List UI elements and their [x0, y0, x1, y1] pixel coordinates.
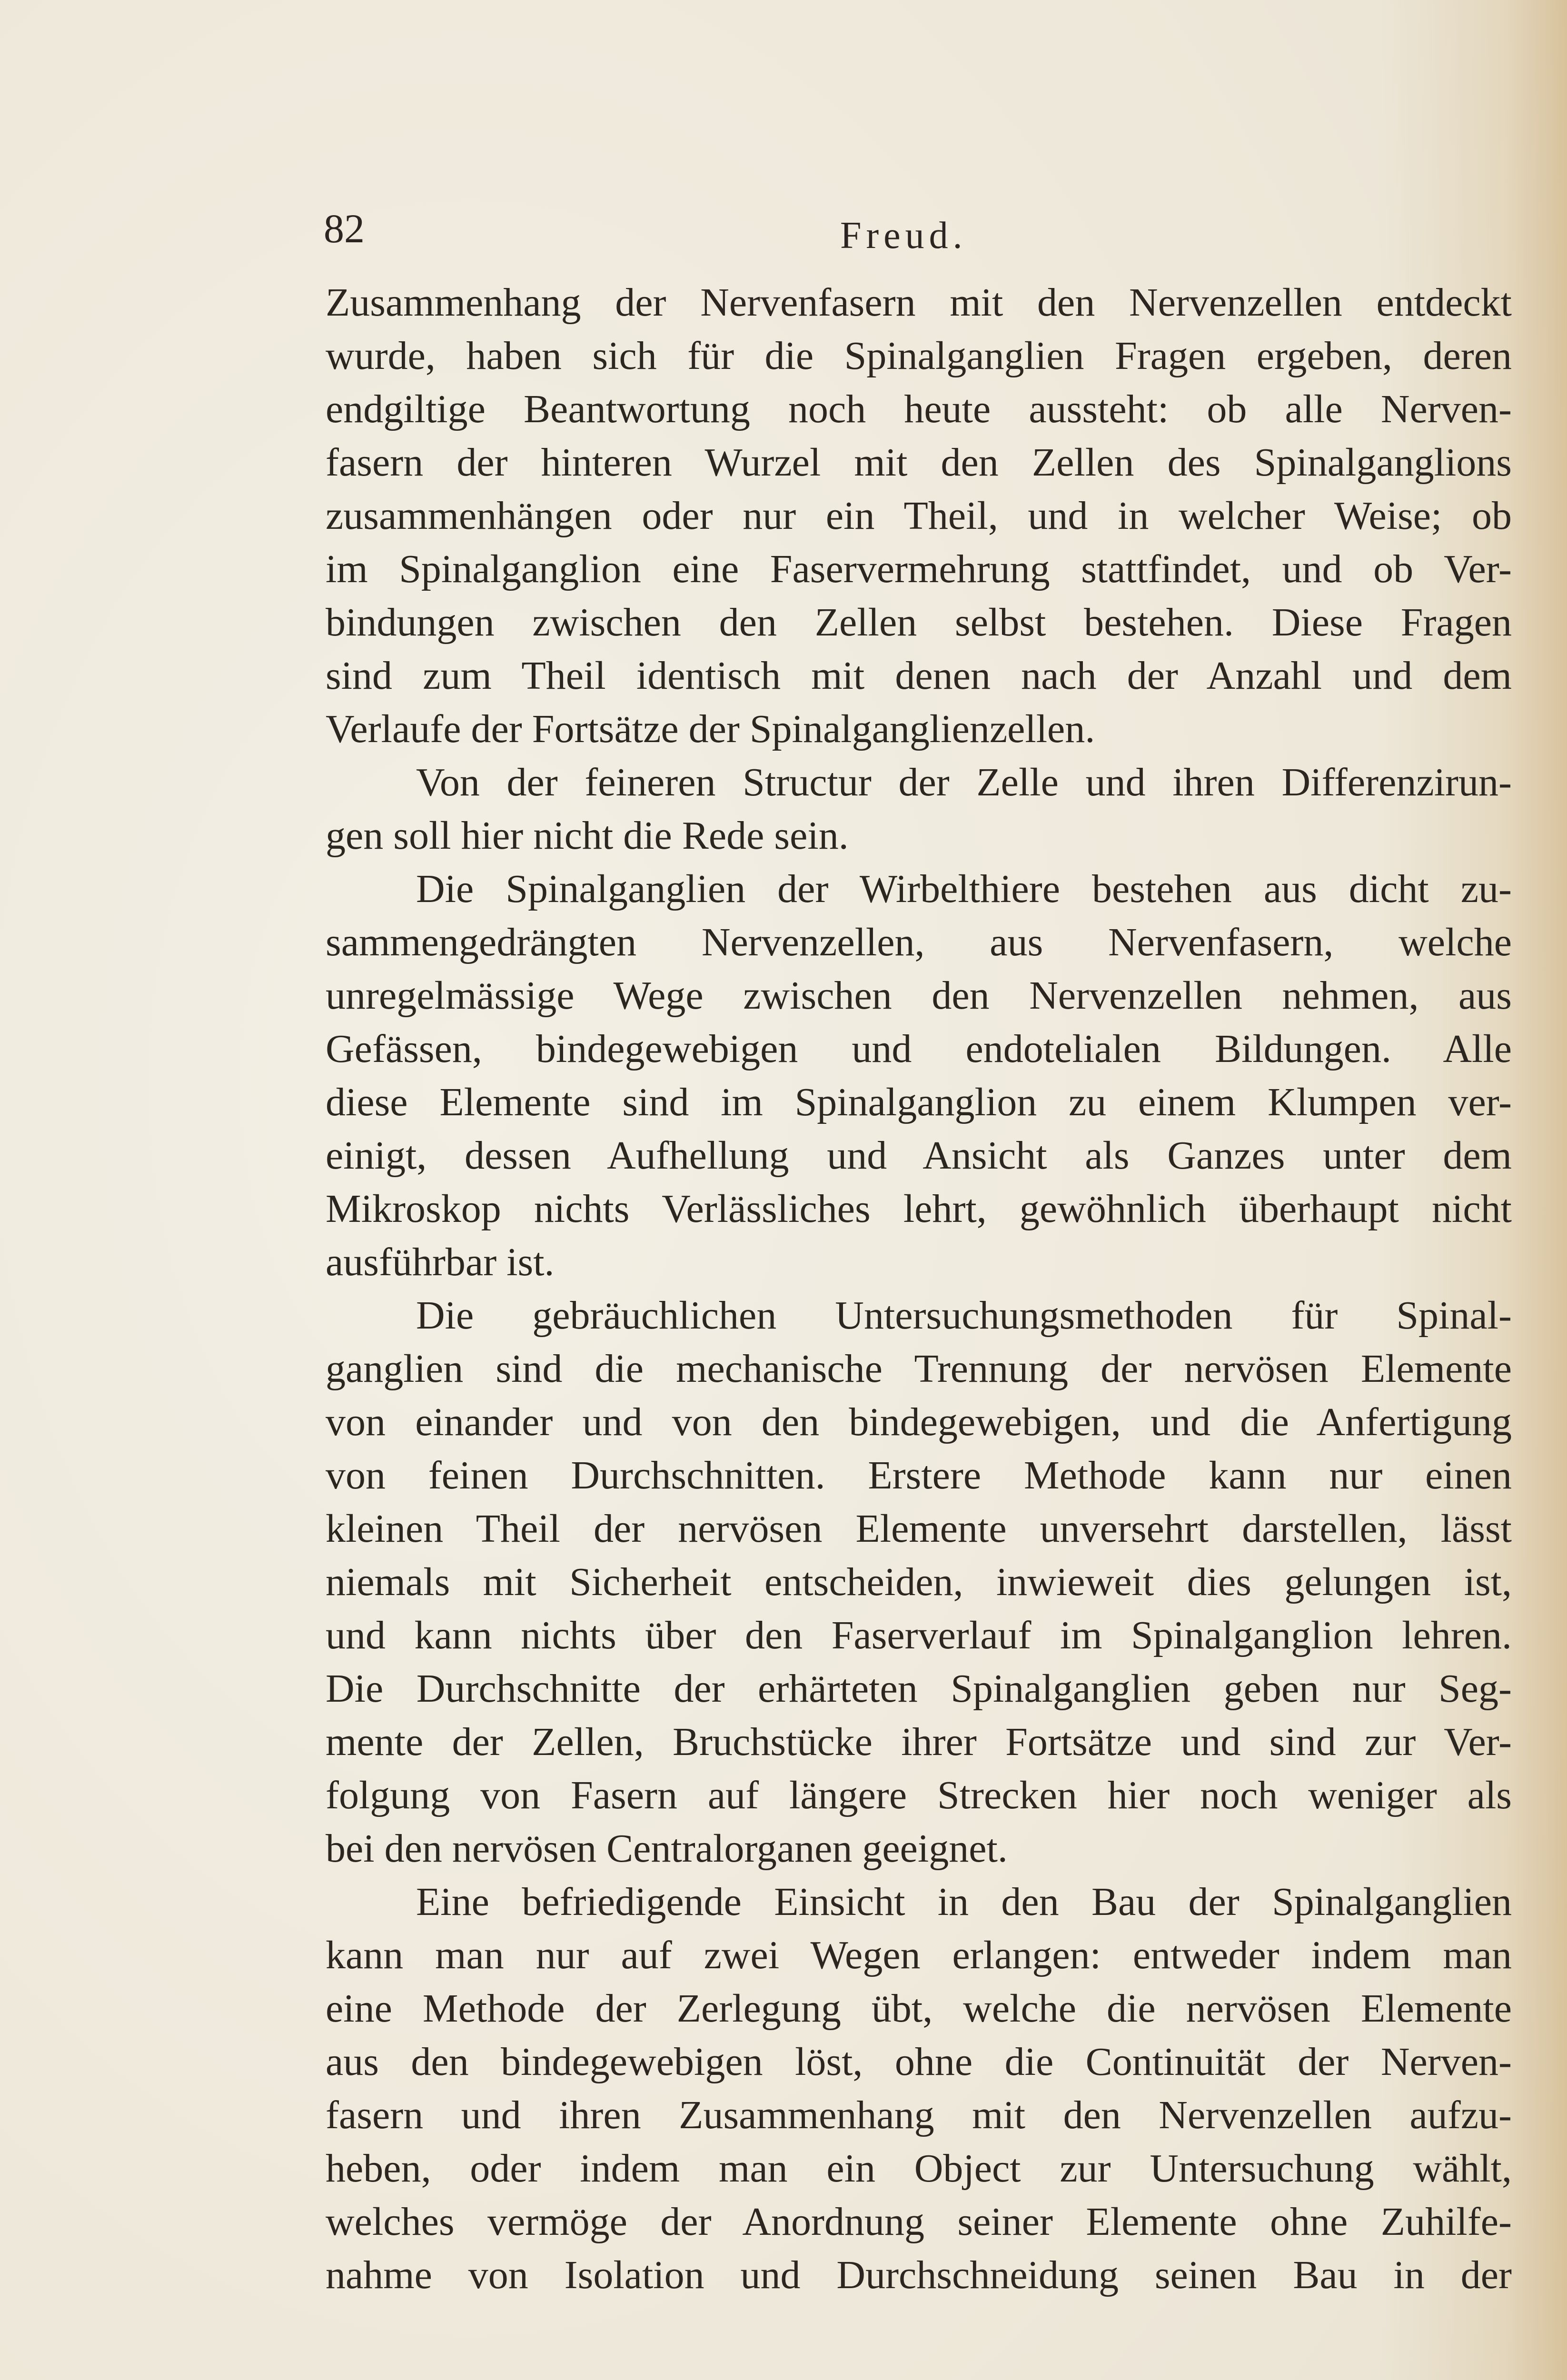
text-line: Die Durchschnitte der erhärteten Spinalganglien geben nur Seg- [326, 1666, 1512, 1711]
text-line: Die Spinalganglien der Wirbelthiere bestehen aus dicht zu- [416, 867, 1512, 911]
text-line: welches vermöge der Anordnung seiner Elemente ohne Zuhilfe- [326, 2200, 1512, 2244]
text-line: Die gebräuchlichen Untersuchungsmethoden für Spinal- [416, 1293, 1512, 1338]
text-line: Gefässen, bindegewebigen und endotelialen Bildungen. Alle [326, 1027, 1512, 1071]
paragraph [326, 863, 1512, 1289]
paragraph [326, 1875, 1512, 2302]
text-line: kleinen Theil der nervösen Elemente unversehrt darstellen, lässt [326, 1507, 1512, 1551]
text-line: einigt, dessen Aufhellung und Ansicht als Ganzes unter dem [326, 1133, 1512, 1178]
text-line: niemals mit Sicherheit entscheiden, inwieweit dies gelungen ist, [326, 1560, 1512, 1604]
text-line: Mikroskop nichts Verlässliches lehrt, gewöhnlich überhaupt nicht [326, 1187, 1512, 1231]
body-text [326, 276, 1512, 2302]
text-line: kann man nur auf zwei Wegen erlangen: entweder indem man [326, 1933, 1512, 1977]
text-line: sind zum Theil identisch mit denen nach der Anzahl und dem [326, 654, 1512, 698]
text-line: von einander und von den bindegewebigen, und die Anfertigung [326, 1400, 1512, 1444]
text-line: heben, oder indem man ein Object zur Untersuchung wählt, [326, 2146, 1512, 2191]
text-line: von feinen Durchschnitten. Erstere Methode kann nur einen [326, 1453, 1512, 1497]
text-line: Verlaufe der Fortsätze der Spinalganglienzellen. [326, 707, 1095, 751]
text-line: Zusammenhang der Nervenfasern mit den Nervenzellen entdeckt [326, 280, 1512, 325]
text-line: und kann nichts über den Faserverlauf im Spinalganglion lehren. [326, 1613, 1512, 1657]
text-line: zusammenhängen oder nur ein Theil, und in welcher Weise; ob [326, 494, 1512, 538]
text-line: Von der feineren Structur der Zelle und ihren Differenzirun- [416, 760, 1512, 804]
paragraph [326, 756, 1512, 863]
text-line: im Spinalganglion eine Faservermehrung stattfindet, und ob Ver- [326, 547, 1512, 591]
text-line: sammengedrängten Nervenzellen, aus Nervenfasern, welche [326, 920, 1512, 964]
text-line: bindungen zwischen den Zellen selbst bestehen. Diese Fragen [326, 600, 1512, 645]
text-line: folgung von Fasern auf längere Strecken hier noch weniger als [326, 1773, 1512, 1817]
text-line: ganglien sind die mechanische Trennung der nervösen Elemente [326, 1347, 1512, 1391]
text-line: unregelmässige Wege zwischen den Nervenzellen nehmen, aus [326, 973, 1512, 1018]
text-line: fasern und ihren Zusammenhang mit den Nervenzellen aufzu- [326, 2093, 1512, 2137]
running-head: Freud. [840, 215, 967, 257]
text-line: ausführbar ist. [326, 1240, 555, 1284]
text-line: eine Methode der Zerlegung übt, welche die nervösen Elemente [326, 1986, 1512, 2031]
text-line: fasern der hinteren Wurzel mit den Zellen des Spinalganglions [326, 440, 1512, 485]
text-line: nahme von Isolation und Durchschneidung seinen Bau in der [326, 2253, 1512, 2297]
paragraph [326, 276, 1512, 756]
text-line: endgiltige Beantwortung noch heute aussteht: ob alle Nerven- [326, 387, 1512, 431]
text-line: aus den bindegewebigen löst, ohne die Continuität der Nerven- [326, 2040, 1512, 2084]
text-line: bei den nervösen Centralorganen geeignet. [326, 1826, 1008, 1871]
text-line: gen soll hier nicht die Rede sein. [326, 813, 849, 858]
text-line: diese Elemente sind im Spinalganglion zu einem Klumpen ver- [326, 1080, 1512, 1124]
text-line: Eine befriedigende Einsicht in den Bau der Spinalganglien [416, 1880, 1512, 1924]
paragraph [326, 1289, 1512, 1875]
text-line: wurde, haben sich für die Spinalganglien Fragen ergeben, deren [326, 334, 1512, 378]
page-number: 82 [324, 206, 365, 251]
text-line: mente der Zellen, Bruchstücke ihrer Fortsätze und sind zur Ver- [326, 1720, 1512, 1764]
page-header [324, 200, 1038, 257]
